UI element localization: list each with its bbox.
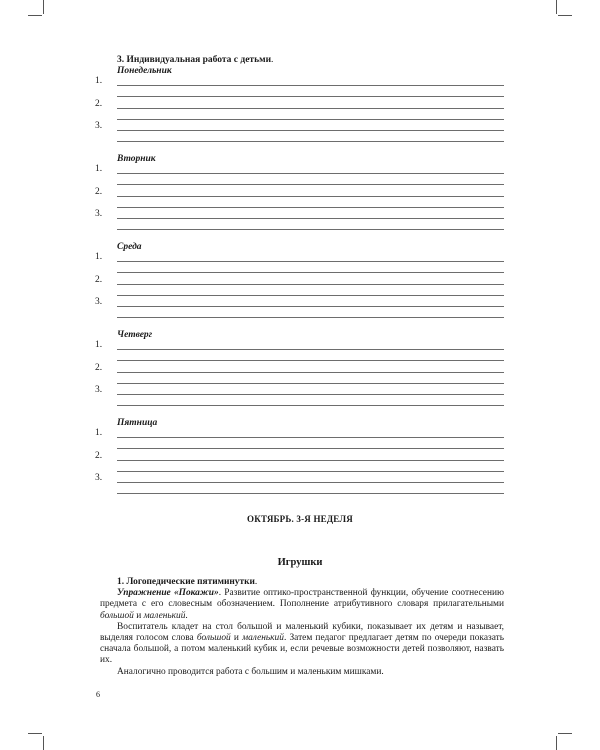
blank-line: [117, 196, 504, 197]
paragraph-2: Воспитатель кладет на стол большой и маленький кубики, показывает их детям и называет, выделяя голосом слова большой и маленький. Затем педагог предлагает детям по очереди показать сначала большой, а потом маленький кубик и, если речевые возможности детей позволяют, назвать их.: [100, 621, 505, 666]
entry-number: 3.: [95, 121, 103, 131]
entry-number: 1.: [95, 164, 103, 174]
entry-number: 3.: [95, 297, 103, 307]
topic-title: Игрушки: [277, 557, 323, 568]
entry-number: 1.: [95, 76, 103, 86]
entry-number: 2.: [95, 275, 103, 285]
blank-line: [117, 261, 504, 262]
blank-line: [117, 383, 504, 384]
entry-number: 3.: [95, 385, 103, 395]
blank-line: [117, 349, 504, 350]
entry-number: 1.: [95, 340, 103, 350]
blank-line: [117, 229, 504, 230]
blank-line: [117, 317, 504, 318]
page-number: 6: [96, 690, 100, 699]
entry-number: 3.: [95, 473, 103, 483]
section-heading: 3. Индивидуальная работа с детьми.: [117, 55, 274, 65]
sub-heading: 1. Логопедические пятиминутки: [117, 577, 255, 587]
blank-line: [117, 493, 504, 494]
blank-line: [117, 96, 504, 97]
blank-line: [117, 471, 504, 472]
blank-line: [117, 405, 504, 406]
crop-mark: [28, 733, 42, 734]
entry-number: 2.: [95, 99, 103, 109]
exercise-name: Упражнение «Покажи»: [117, 588, 219, 599]
paragraph-1: Упражнение «Покажи». Развитие оптико-пространственной функции, обучение соотнесению предмета с его словесным обозначением. Пополнение атрибутивного словаря прилагательными большой и маленький.: [100, 588, 504, 621]
blank-line: [117, 207, 504, 208]
blank-line: [117, 108, 504, 109]
entry-number: 1.: [95, 252, 103, 262]
crop-mark: [43, 0, 44, 14]
blank-line: [117, 437, 504, 438]
entry-number: 1.: [95, 428, 103, 438]
blank-line: [117, 119, 504, 120]
blank-line: [117, 173, 504, 174]
blank-line: [117, 218, 504, 219]
day-label: Понедельник: [117, 66, 172, 76]
blank-line: [117, 184, 504, 185]
day-label: Пятница: [117, 418, 158, 428]
entry-number: 3.: [95, 209, 103, 219]
blank-line: [117, 284, 504, 285]
crop-mark: [556, 0, 557, 14]
blank-line: [117, 141, 504, 142]
crop-mark: [43, 736, 44, 750]
blank-line: [117, 448, 504, 449]
crop-mark: [558, 733, 572, 734]
blank-line: [117, 130, 504, 131]
crop-mark: [558, 15, 572, 16]
blank-line: [117, 295, 504, 296]
blank-line: [117, 360, 504, 361]
day-label: Среда: [117, 242, 142, 252]
crop-mark: [556, 736, 557, 750]
blank-line: [117, 482, 504, 483]
paragraph-3: Аналогично проводится работа с большим и маленьким мишками.: [117, 666, 384, 677]
day-label: Четверг: [117, 330, 153, 340]
blank-line: [117, 394, 504, 395]
week-title: ОКТЯБРЬ. 3-Я НЕДЕЛЯ: [247, 514, 353, 524]
blank-line: [117, 306, 504, 307]
day-label: Вторник: [117, 154, 156, 164]
blank-line: [117, 85, 504, 86]
blank-line: [117, 272, 504, 273]
blank-line: [117, 460, 504, 461]
entry-number: 2.: [95, 187, 103, 197]
entry-number: 2.: [95, 451, 103, 461]
blank-line: [117, 372, 504, 373]
crop-mark: [28, 15, 42, 16]
entry-number: 2.: [95, 363, 103, 373]
body-text: 1. Логопедические пятиминутки. Упражнение «Покажи». Развитие оптико-пространственной функции, обучение соотнесению предмета с его словесным обозначением. Пополнение атрибутивного словаря прилагательными большой и маленький. Воспитатель кладет на стол большой и маленький кубики, показывает их детям и называет, выделяя голосом слова большой и маленький. Затем педагог предлагает детям по очереди показать сначала большой, а потом маленький кубик и, если речевые возможности детей позволяют, назвать их. Аналогично проводится работа с большим и маленьким мишками.: [100, 577, 505, 677]
